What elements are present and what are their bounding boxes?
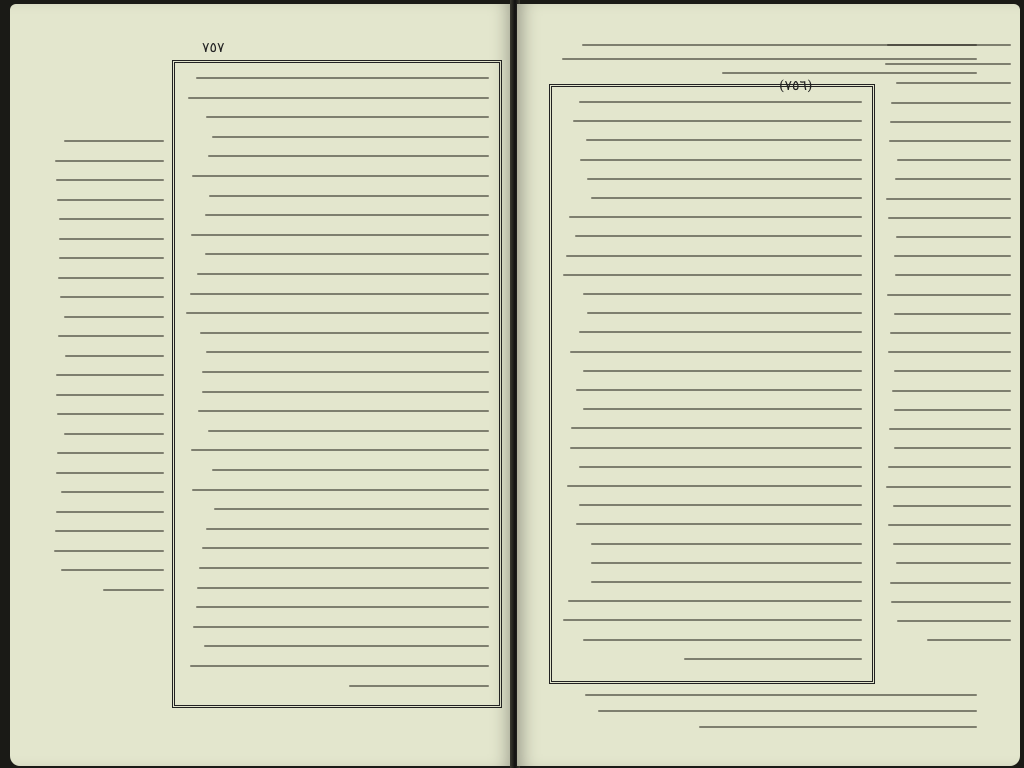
text-line [57, 413, 164, 415]
text-line [57, 199, 164, 201]
text-line [55, 530, 164, 532]
left-page-number: ٧٥٧ [202, 40, 225, 56]
left-margin-commentary [10, 4, 513, 766]
text-line [55, 160, 164, 162]
text-line [64, 316, 164, 318]
right-page-number: (٧٥٦) [779, 78, 813, 94]
text-line [598, 710, 977, 712]
right-bottom-commentary [517, 4, 1020, 766]
text-line [56, 472, 164, 474]
text-line [56, 374, 164, 376]
text-line [56, 394, 164, 396]
text-line [57, 452, 164, 454]
text-line [103, 589, 164, 591]
text-line [64, 140, 164, 142]
left-page [10, 4, 513, 766]
right-page [517, 4, 1020, 766]
text-line [56, 179, 164, 181]
text-line [58, 277, 164, 279]
text-line [65, 355, 164, 357]
text-line [61, 569, 164, 571]
text-line [59, 238, 164, 240]
text-line [60, 296, 164, 298]
text-line [58, 335, 164, 337]
text-line [64, 433, 164, 435]
text-line [59, 257, 164, 259]
text-line [59, 218, 164, 220]
text-line [56, 511, 164, 513]
text-line [699, 726, 977, 728]
text-line [54, 550, 164, 552]
text-line [61, 491, 164, 493]
text-line [585, 694, 977, 696]
